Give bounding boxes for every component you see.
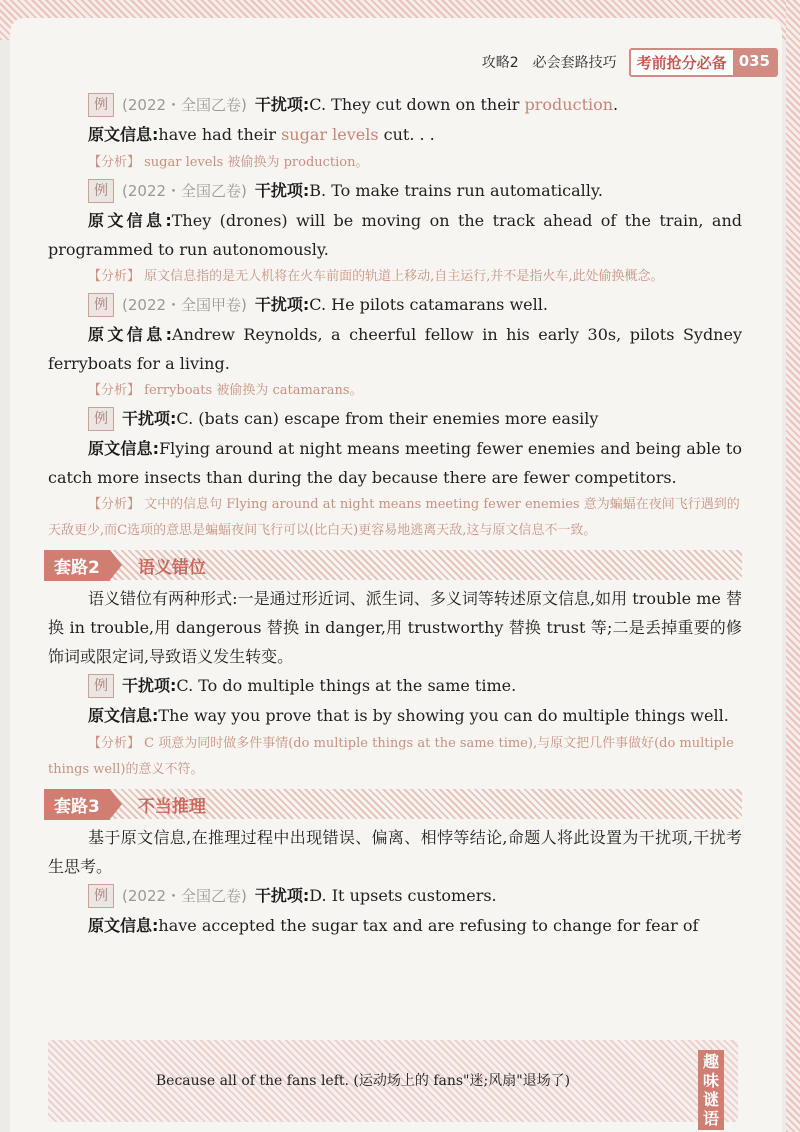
distractor-label: 干扰项: <box>254 295 310 314</box>
distractor-line <box>255 176 603 206</box>
page-number: 035 <box>733 50 776 75</box>
example-4 <box>88 404 742 434</box>
example-marker: 例 <box>88 674 114 698</box>
header-badge <box>629 48 778 77</box>
example-marker: 例 <box>88 884 114 908</box>
info-label: 原文信息: <box>88 916 159 935</box>
distractor-text: C. (bats can) escape from their enemies more easily <box>176 409 599 428</box>
section-tag: 套路2 <box>44 550 110 581</box>
analysis-2: 【分析】 原文信息指的是无人机将在火车前面的轨道上移动,自主运行,并不是指火车,此处偷换概念。 <box>88 269 664 284</box>
distractor-label: 干扰项: <box>122 409 177 428</box>
section-2-body: 语义错位有两种形式:一是通过形近词、派生词、多义词等转述原文信息,如用 trouble me 替换 in trouble,用 dangerous 替换 in danger,用 trustworthy 替换 trust 等;二是丢掉重要的修饰词或限定词,导致语义发生转变。 <box>48 589 742 666</box>
section-3-body: 基于原文信息,在推理过程中出现错误、偏离、相悖等结论,命题人将此设置为干扰项,干扰考生思考。 <box>48 828 742 876</box>
header-section-title: 攻略2 必会套路技巧 <box>481 55 617 71</box>
example-source: (2022・全国乙卷) <box>122 96 247 114</box>
right-hatch-border <box>786 0 800 1132</box>
info-text: have accepted the sugar tax and are refusing to change for fear of <box>158 916 699 935</box>
distractor-line <box>122 404 598 434</box>
example-source: (2022・全国乙卷) <box>122 887 247 905</box>
section-title: 语义错位 <box>137 557 206 578</box>
example-6 <box>88 881 742 911</box>
distractor-label: 干扰项: <box>122 676 177 695</box>
distractor-label: 干扰项: <box>254 181 310 200</box>
original-info-1 <box>88 120 742 150</box>
info-text: They (drones) will be moving on the track ahead of the train, and programmed to run autonomously. <box>48 211 743 259</box>
example-marker: 例 <box>88 93 114 117</box>
distractor-text: D. It upsets customers. <box>309 886 497 905</box>
riddle-tag: 趣味谜语 <box>698 1050 724 1130</box>
example-marker: 例 <box>88 407 114 431</box>
example-marker: 例 <box>88 293 114 317</box>
distractor-line <box>255 881 497 911</box>
original-info-6 <box>88 911 742 941</box>
example-3 <box>88 290 742 320</box>
section-2-header <box>44 550 742 580</box>
distractor-text: B. To make trains run automatically. <box>309 181 603 200</box>
example-source: (2022・全国乙卷) <box>122 182 247 200</box>
example-2 <box>88 176 742 206</box>
distractor-text: C. He pilots catamarans well. <box>309 295 548 314</box>
section-title: 不当推理 <box>137 796 206 817</box>
original-info-3 <box>48 320 742 378</box>
info-end: cut. . . <box>378 125 435 144</box>
example-5 <box>88 671 742 701</box>
distractor-highlight: production <box>524 95 614 114</box>
distractor-line <box>255 290 548 320</box>
section-tag: 套路3 <box>44 789 110 820</box>
info-text: have had their <box>158 125 282 144</box>
original-info-5 <box>88 701 742 731</box>
distractor-end: . <box>613 95 619 114</box>
info-text: The way you prove that is by showing you can do multiple things well. <box>158 706 729 725</box>
header-tag: 考前抢分必备 <box>631 50 733 75</box>
example-1 <box>88 90 742 120</box>
distractor-label: 干扰项: <box>254 95 310 114</box>
section-3-header <box>44 789 742 819</box>
distractor-text: C. They cut down on their <box>309 95 525 114</box>
original-info-2 <box>48 206 742 264</box>
distractor-text: C. To do multiple things at the same time. <box>176 676 517 695</box>
example-marker: 例 <box>88 179 114 203</box>
original-info-4 <box>48 434 742 492</box>
info-label: 原文信息: <box>88 706 159 725</box>
riddle-text: Because all of the fans left. (运动场上的 fans"迷;风扇"退场了) <box>155 1073 571 1089</box>
example-source: (2022・全国甲卷) <box>122 296 247 314</box>
distractor-line <box>255 90 618 120</box>
info-highlight: sugar levels <box>281 125 379 144</box>
info-text: Andrew Reynolds, a cheerful fellow in his early 30s, pilots Sydney ferryboats for a living. <box>48 325 742 373</box>
analysis-5: 【分析】 C 项意为同时做多件事情(do multiple things at the same time),与原文把几件事做好(do multiple things well)的意义不符。 <box>48 736 734 777</box>
distractor-label: 干扰项: <box>254 886 310 905</box>
info-label: 原文信息: <box>88 125 159 144</box>
riddle-footer <box>48 1040 738 1128</box>
analysis-1: 【分析】 sugar levels 被偷换为 production。 <box>88 155 369 170</box>
analysis-4: 【分析】 文中的信息句 Flying around at night means meeting fewer enemies 意为蝙蝠在夜间飞行遇到的天敌更少,而C选项的意思是蝙蝠夜间飞行可以(比白天)更容易地逃离天敌,这与原文信息不一致。 <box>48 497 740 538</box>
main-content <box>48 90 742 941</box>
info-label: 原文信息: <box>88 325 173 344</box>
info-text: Flying around at night means meeting fewer enemies and being able to catch more insects than during the day because there are fewer competitors. <box>48 439 742 487</box>
distractor-line <box>122 671 516 701</box>
info-label: 原文信息: <box>88 211 172 230</box>
info-label: 原文信息: <box>88 439 160 458</box>
page-header <box>482 48 778 76</box>
analysis-3: 【分析】 ferryboats 被偷换为 catamarans。 <box>88 383 363 398</box>
